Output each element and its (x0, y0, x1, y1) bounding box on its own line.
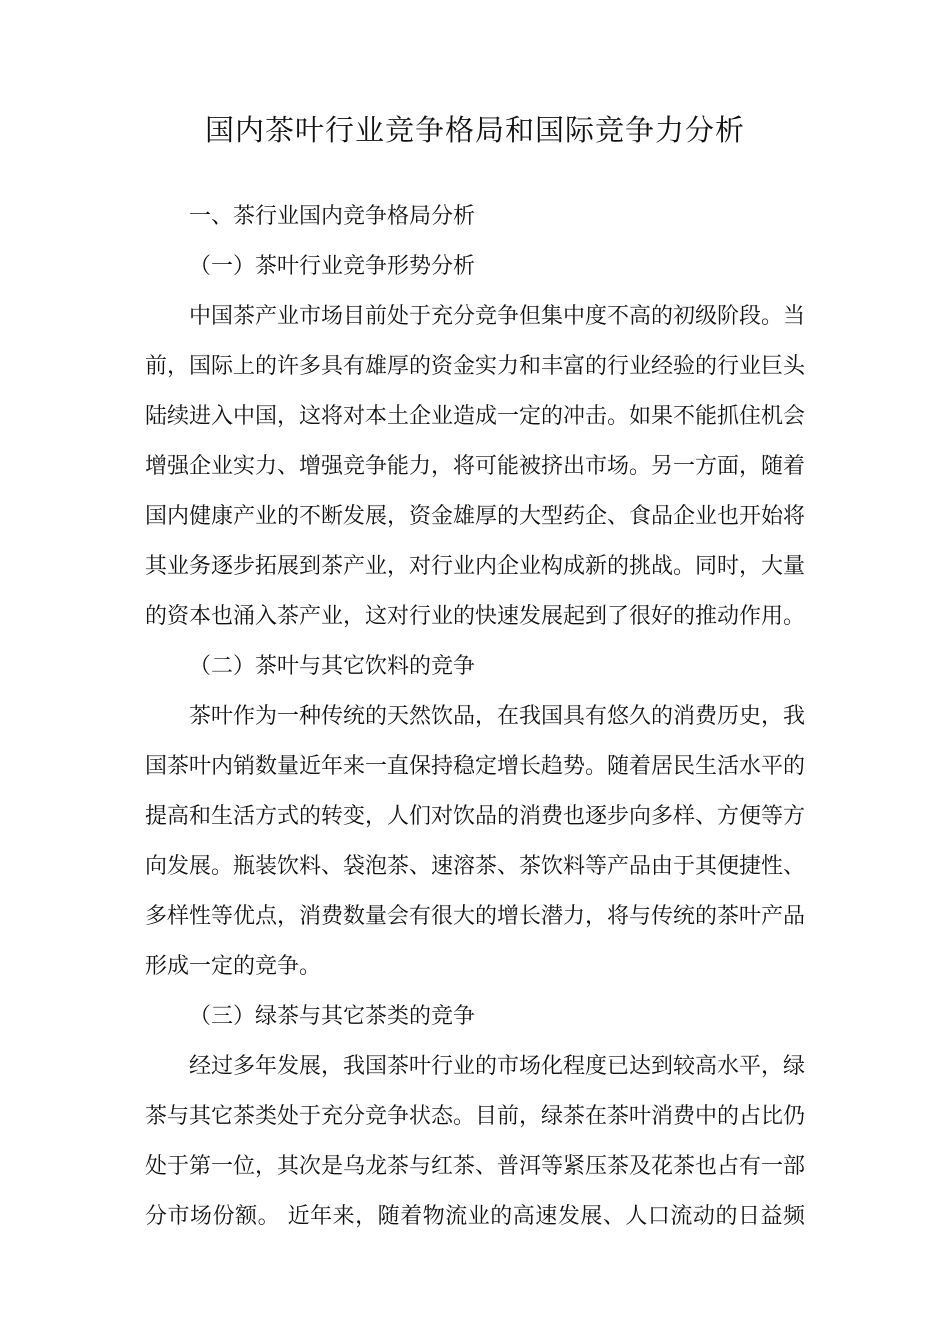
paragraph-1 (145, 292, 805, 642)
paragraph-3-line: 茶与其它茶类处于充分竞争状态。目前，绿茶在茶叶消费中的占比仍 (145, 1104, 806, 1129)
paragraph-1-line: 国内健康产业的不断发展，资金雄厚的大型药企、食品企业也开始将 (145, 504, 806, 529)
paragraph-2-line: 国茶叶内销数量近年来一直保持稳定增长趋势。随着居民生活水平的 (145, 754, 806, 779)
subsection-heading-2: （二）茶叶与其它饮料的竞争 (189, 654, 476, 679)
paragraph-1-line: 前，国际上的许多具有雄厚的资金实力和丰富的行业经验的行业巨头 (145, 354, 806, 379)
paragraph-1-line: 增强企业实力、增强竞争能力，将可能被挤出市场。另一方面，随着 (145, 454, 806, 479)
paragraph-2-line: 形成一定的竞争。 (145, 954, 322, 979)
document-title: 国内茶叶行业竞争格局和国际竞争力分析 (204, 113, 745, 147)
paragraph-2-line: 茶叶作为一种传统的天然饮品，在我国具有悠久的消费历史，我 (189, 704, 806, 729)
paragraph-1-line: 陆续进入中国，这将对本土企业造成一定的冲击。如果不能抓住机会 (145, 404, 806, 429)
subsection-heading-1: （一）茶叶行业竞争形势分析 (189, 254, 476, 279)
paragraph-3 (145, 1042, 805, 1242)
paragraph-2-line: 多样性等优点，消费数量会有很大的增长潜力，将与传统的茶叶产品 (145, 904, 806, 929)
paragraph-2-line: 提高和生活方式的转变，人们对饮品的消费也逐步向多样、方便等方 (145, 804, 806, 829)
paragraph-3-line: 处于第一位，其次是乌龙茶与红茶、普洱等紧压茶及花茶也占有一部 (145, 1154, 806, 1179)
paragraph-2-line: 向发展。瓶装饮料、袋泡茶、速溶茶、茶饮料等产品由于其便捷性、 (145, 854, 806, 879)
section-heading-1: 一、茶行业国内竞争格局分析 (189, 204, 476, 229)
paragraph-2 (145, 692, 805, 992)
paragraph-1-line: 中国茶产业市场目前处于充分竞争但集中度不高的初级阶段。当 (189, 304, 806, 329)
paragraph-1-line: 的资本也涌入茶产业，这对行业的快速发展起到了很好的推动作用。 (145, 604, 806, 629)
document-body (145, 192, 805, 1242)
paragraph-3-line: 经过多年发展，我国茶叶行业的市场化程度已达到较高水平，绿 (189, 1054, 806, 1079)
paragraph-1-line: 其业务逐步拓展到茶产业，对行业内企业构成新的挑战。同时，大量 (145, 554, 806, 579)
paragraph-3-line: 分市场份额。 近年来，随着物流业的高速发展、人口流动的日益频 (145, 1204, 805, 1229)
subsection-heading-3: （三）绿茶与其它茶类的竞争 (189, 1004, 476, 1029)
